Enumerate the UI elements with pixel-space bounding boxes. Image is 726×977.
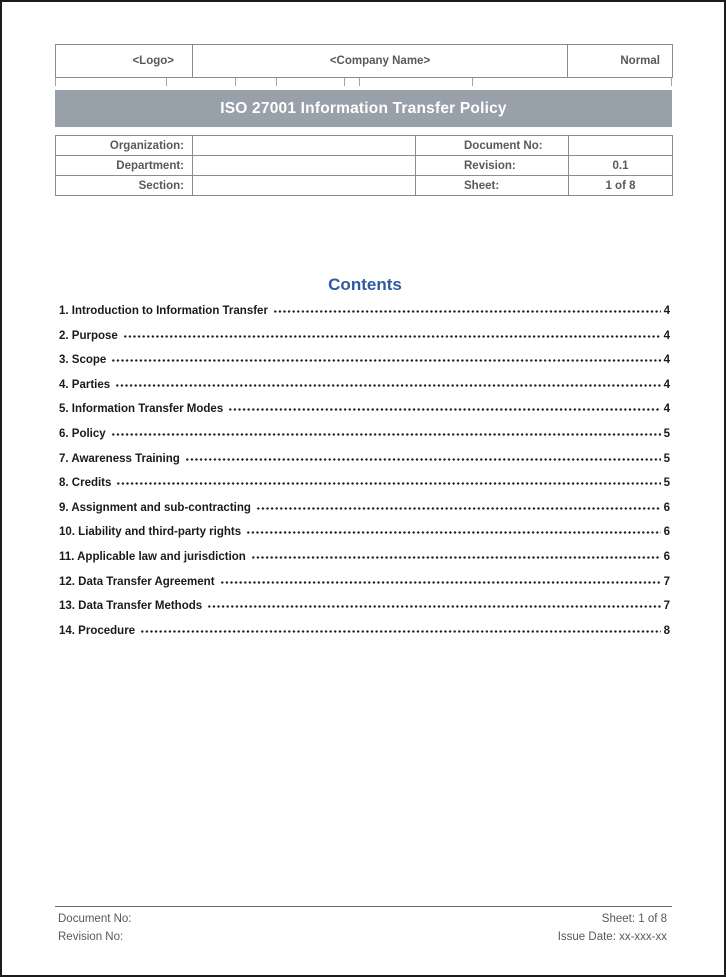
toc-dot-leader [273,304,661,314]
toc-entry-label: 9. Assignment and sub-contracting [59,501,251,514]
toc-entry-label: 14. Procedure [59,624,136,637]
toc-entry-page: 4 [663,305,670,317]
ruler-tick [166,78,167,86]
toc-entry[interactable] [59,397,670,422]
toc-entry-label: 6. Policy [59,427,106,440]
toc-entry-label: 12. Data Transfer Agreement [59,575,215,588]
ruler-tick [276,78,277,86]
footer-issue-date: Issue Date: xx-xxx-xx [557,931,667,943]
toc-entry[interactable] [59,594,670,619]
toc-entry-label: 7. Awareness Training [59,452,180,465]
toc-entry[interactable] [59,471,670,496]
revision-value: 0.1 [569,156,673,176]
logo-placeholder-cell[interactable]: <Logo> [56,45,193,78]
section-label: Section: [56,176,193,196]
contents-heading: Contents [328,275,402,294]
toc-entry[interactable] [59,348,670,373]
toc-entry[interactable] [59,545,670,570]
ruler-tick [359,78,360,86]
toc-entry[interactable] [59,496,670,521]
toc-entry[interactable] [59,520,670,545]
toc-entry-page: 5 [663,452,670,465]
toc-entry-page: 5 [663,477,670,490]
toc-entry[interactable] [59,299,670,324]
document-title-banner: ISO 27001 Information Transfer Policy [55,90,672,127]
toc-entry-page: 4 [663,329,670,342]
sheet-value: 1 of 8 [569,176,673,196]
toc-dot-leader [207,599,660,609]
toc-dot-leader [111,353,660,363]
organization-label: Organization: [56,136,193,156]
ruler-tick [671,78,672,86]
toc-dot-leader [220,575,661,585]
toc-entry-page: 4 [663,403,670,416]
toc-entry[interactable] [59,570,670,595]
toc-entry-page: 7 [663,575,670,588]
toc-entry[interactable] [59,422,670,447]
toc-entry-label: 8. Credits [59,477,112,490]
toc-entry-label: 11. Applicable law and jurisdiction [59,550,246,563]
toc-dot-leader [246,525,660,535]
toc-dot-leader [256,501,661,511]
toc-dot-leader [185,452,661,462]
metadata-row [56,176,673,196]
organization-value[interactable] [193,136,416,156]
footer-left-block [58,910,132,946]
company-name-placeholder-cell[interactable]: <Company Name> [193,45,568,78]
doc-class-cell: Normal [568,45,673,78]
toc-entry-page: 4 [663,354,670,367]
toc-entry-page: 7 [663,600,670,613]
footer-revision-no: Revision No: [58,931,124,943]
toc-entry[interactable] [59,373,670,398]
toc-entry-label: 3. Scope [59,354,107,367]
footer-right-block [558,910,667,946]
department-label: Department: [56,156,193,176]
toc-entry-page: 6 [663,526,670,539]
metadata-table [55,135,673,196]
toc-entry-label: 5. Information Transfer Modes [59,403,224,416]
header-table [55,44,673,78]
toc-entry[interactable] [59,447,670,472]
metadata-row [56,136,673,156]
toc-entry[interactable] [59,324,670,349]
toc-dot-leader [228,402,660,412]
metadata-row [56,156,673,176]
ruler-ticks-row [55,78,672,86]
document-no-value[interactable] [569,136,673,156]
toc-entry-label: 10. Liability and third-party rights [59,526,242,539]
toc-dot-leader [111,427,661,437]
document-no-label: Document No: [416,136,569,156]
section-value[interactable] [193,176,416,196]
toc-entry-label: 4. Parties [59,378,111,391]
toc-entry-label: 2. Purpose [59,329,118,342]
toc-entry-page: 6 [663,501,670,514]
ruler-tick [55,78,56,86]
revision-label: Revision: [416,156,569,176]
toc-dot-leader [115,378,660,388]
sheet-label: Sheet: [416,176,569,196]
toc-entry-label: 13. Data Transfer Methods [59,600,203,613]
ruler-tick [472,78,473,86]
toc-dot-leader [251,550,661,560]
department-value[interactable] [193,156,416,176]
toc-dot-leader [123,329,661,339]
table-of-contents [59,299,670,643]
header-row [56,45,673,78]
toc-entry-page: 4 [663,378,670,391]
toc-entry-label: 1. Introduction to Information Transfer [59,305,268,317]
toc-entry-page: 5 [663,427,670,440]
toc-entry-page: 8 [663,624,670,637]
footer-sheet: Sheet: 1 of 8 [601,913,667,925]
toc-dot-leader [140,624,661,634]
footer-document-no: Document No: [58,913,132,925]
ruler-tick [235,78,236,86]
toc-entry[interactable] [59,619,670,644]
toc-dot-leader [116,476,660,486]
toc-entry-page: 6 [663,550,670,563]
ruler-tick [344,78,345,86]
footer-divider [55,906,672,907]
